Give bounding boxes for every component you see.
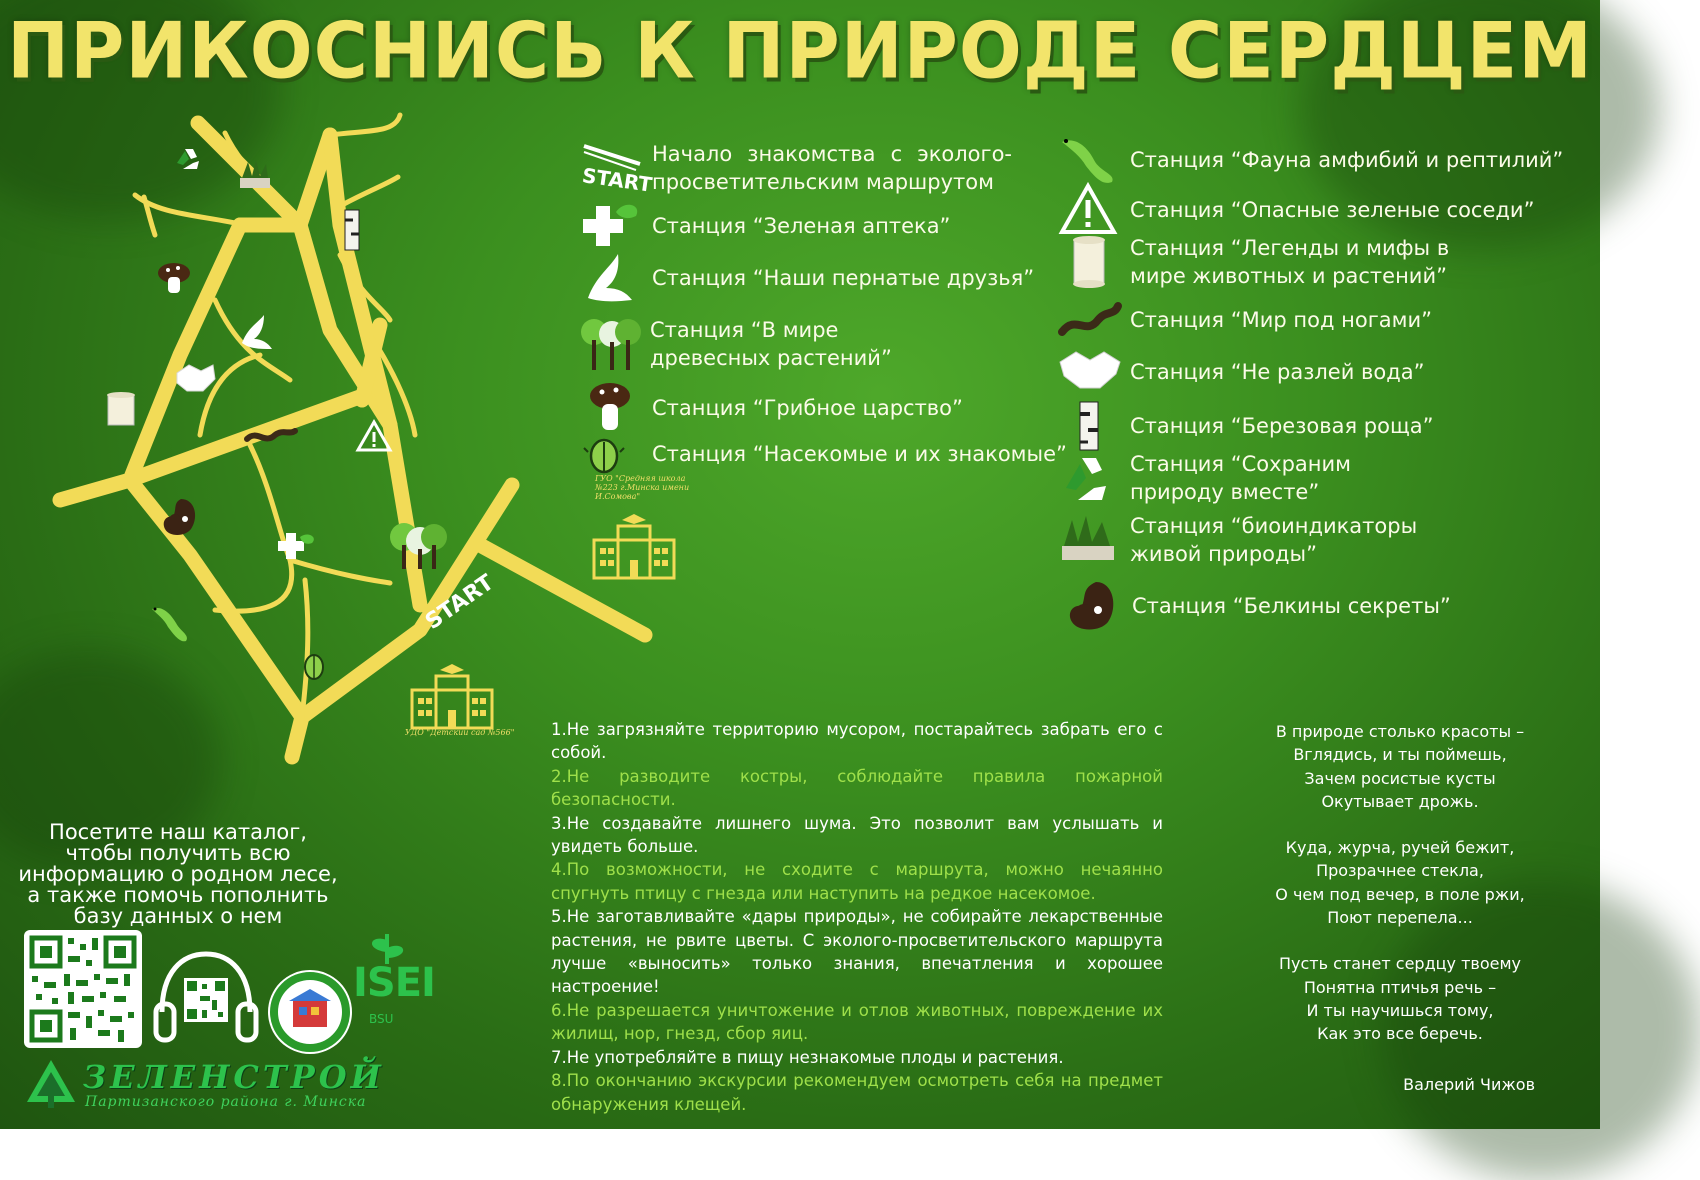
legend-item-birds <box>580 250 1034 306</box>
recycle-icon <box>177 149 199 169</box>
poem-line: Куда, журча, ручей бежит, <box>1285 838 1515 858</box>
legend-text: Станция “Грибное царство” <box>652 396 963 420</box>
legend-item-underfoot <box>1058 292 1432 348</box>
poem-stanza <box>1250 720 1550 813</box>
school-label: ГУО "Средняя школа №223 г.Минска имени И.Сомова" <box>595 474 690 501</box>
rule-item: 1.Не загрязняйте территорию мусором, постарайтесь забрать его с собой. <box>551 720 1163 763</box>
path <box>342 177 398 205</box>
tree-icon <box>25 1058 77 1110</box>
rule-item: 2.Не разводите костры, соблюдайте правила пожарной безопасности. <box>551 766 1163 810</box>
poster-title: ПРИКОСНИСЬ К ПРИРОДЕ СЕРДЦЕМ <box>7 5 1593 97</box>
legend-item-legends <box>1058 234 1490 290</box>
legend-text: Станция “биоиндикаторы живой природы” <box>1130 514 1418 566</box>
dove-icon <box>580 250 644 306</box>
zelenstroy-logo <box>25 1058 445 1118</box>
squirrel-icon <box>1058 578 1122 634</box>
poem-line: Понятна птичья речь – <box>1303 977 1497 997</box>
legend-text: Станция “Березовая роща” <box>1130 414 1434 438</box>
birch-icon <box>1058 398 1122 454</box>
zelenstroy-subtitle: Партизанского района г. Минска <box>85 1094 367 1110</box>
poem-line: Как это все беречь. <box>1317 1024 1483 1044</box>
legend-text: Начало знакомства с эколого-просветительским маршрутом <box>652 142 1012 194</box>
kindergarten-label: УДО "Детский сад №566" <box>405 728 515 737</box>
poem-stanza <box>1250 836 1550 929</box>
catalog-text: Посетите наш каталог, чтобы получить всю информацию о родном лесе, а также помочь пополнить базу данных о нем <box>18 820 338 928</box>
path <box>215 445 292 611</box>
legend-text: Станция “Насекомые и их знакомые” <box>652 442 1067 466</box>
road <box>60 225 240 500</box>
poem-line: Поют перепела... <box>1327 908 1473 928</box>
legend-item-amphibians <box>1058 132 1563 188</box>
poem-line: Вглядись, и ты поймешь, <box>1293 745 1507 765</box>
legend-item-dangerous-plants <box>1058 182 1534 238</box>
birch-icon <box>345 210 359 250</box>
school-emblem-logo <box>265 967 355 1057</box>
legend-text: Станция “Опасные зеленые соседи” <box>1130 198 1535 222</box>
rule-item: 6.Не разрешается уничтожение и отлов животных, повреждение их жилищ, нор, гнезд, сбор яиц. <box>551 1000 1163 1044</box>
legend-text: Станция “Фауна амфибий и рептилий” <box>1130 148 1564 172</box>
legend-item-save-nature <box>1058 450 1450 506</box>
school-icon <box>594 514 674 578</box>
trees-icon <box>390 523 447 569</box>
rule-item: 8.По окончанию экскурсии рекомендуем осмотреть себя на предмет обнаружения клещей. <box>551 1071 1163 1114</box>
poem-line: И ты научишься тому, <box>1306 1000 1494 1020</box>
qr-code[interactable] <box>24 930 142 1048</box>
poem-stanza <box>1250 952 1550 1045</box>
legend-text: Станция “Не разлей вода” <box>1130 360 1425 384</box>
legend-text: Станция “Легенды и мифы в мире животных и растений” <box>1130 236 1450 288</box>
rule-item: 7.Не употребляйте в пищу незнакомые плоды и растения. <box>551 1047 1064 1067</box>
handshake-icon <box>1058 344 1122 400</box>
lizard-icon <box>1058 132 1122 188</box>
legend-item-insects <box>580 426 1067 482</box>
legend-item-friends <box>1058 344 1425 400</box>
legend-item-squirrel <box>1058 578 1451 634</box>
beetle-icon <box>305 655 323 679</box>
legend-text: Станция “Мир под ногами” <box>1130 308 1433 332</box>
isei-bsu-logo <box>353 930 435 1050</box>
rule-item: 5.Не заготавливайте «дары природы», не собирайте лекарственные растения, не рвите цветы. С эколого-просветительского маршрута лучше «выносить» только знания, впечатления и хорошее настроение! <box>551 907 1163 997</box>
poem-line: О чем под вечер, в поле ржи, <box>1275 884 1525 904</box>
poem-line: Прозрачнее стекла, <box>1316 861 1484 881</box>
poem <box>1250 720 1550 1069</box>
squirrel-icon <box>164 499 195 535</box>
legend-item-green-pharmacy <box>580 198 950 254</box>
rule-item: 4.По возможности, не сходите с маршрута, можно нечаянно спугнуть птицу с гнезда или наступить на редкое насекомое. <box>551 860 1163 903</box>
green-cross-icon <box>580 198 644 254</box>
poem-author: Валерий Чижов <box>1403 1075 1535 1094</box>
start-icon <box>580 140 654 197</box>
poem-line: Окутывает дрожь. <box>1321 791 1479 811</box>
headphones-icon <box>152 948 260 1048</box>
lizard-icon <box>152 608 187 642</box>
rule-item: 3.Не создавайте лишнего шума. Это позволит вам услышать и увидеть больше. <box>551 813 1163 857</box>
scroll-icon <box>1058 234 1122 290</box>
recycle-icon <box>1058 450 1122 506</box>
poem-line: Пусть станет сердцу твоему <box>1279 954 1521 974</box>
dove-icon <box>242 315 272 349</box>
start-label: START <box>421 570 499 635</box>
poem-line: Зачем росистые кусты <box>1304 768 1496 788</box>
legend-text: Станция “Сохраним природу вместе” <box>1130 452 1351 504</box>
beetle-icon <box>580 426 644 482</box>
mushroom-icon <box>158 263 190 293</box>
moss-icon <box>1058 512 1122 568</box>
worm-icon <box>1058 292 1122 348</box>
svg-text:START: START <box>580 163 654 197</box>
scroll-icon <box>107 392 135 425</box>
zelenstroy-name: ЗЕЛЕНСТРОЙ <box>83 1058 385 1096</box>
path <box>302 580 308 717</box>
isei-text: ISEI <box>353 960 435 1006</box>
legend-text: Станция “Белкины секреты” <box>1132 594 1451 618</box>
path <box>330 115 400 135</box>
legend-item-birch <box>1058 398 1433 454</box>
legend-text: Станция “Зеленая аптека” <box>652 214 951 238</box>
trees-icon <box>580 316 644 372</box>
poem-line: В природе столько красоты – <box>1275 722 1525 741</box>
audio-guide-qr[interactable] <box>152 948 260 1048</box>
legend-item-bioindicators <box>1058 512 1470 568</box>
legend-item-trees <box>580 316 950 372</box>
road <box>480 545 645 635</box>
legend-text: Станция “Наши пернатые друзья” <box>652 266 1035 290</box>
isei-sub: BSU <box>369 1012 394 1026</box>
kindergarten-icon <box>412 664 492 728</box>
rules-list <box>551 718 1163 1116</box>
legend-text: Станция “В мире древесных растений” <box>650 318 892 370</box>
handshake-icon <box>177 365 215 391</box>
warning-icon <box>1058 182 1122 238</box>
legend-item-start <box>580 140 1030 196</box>
